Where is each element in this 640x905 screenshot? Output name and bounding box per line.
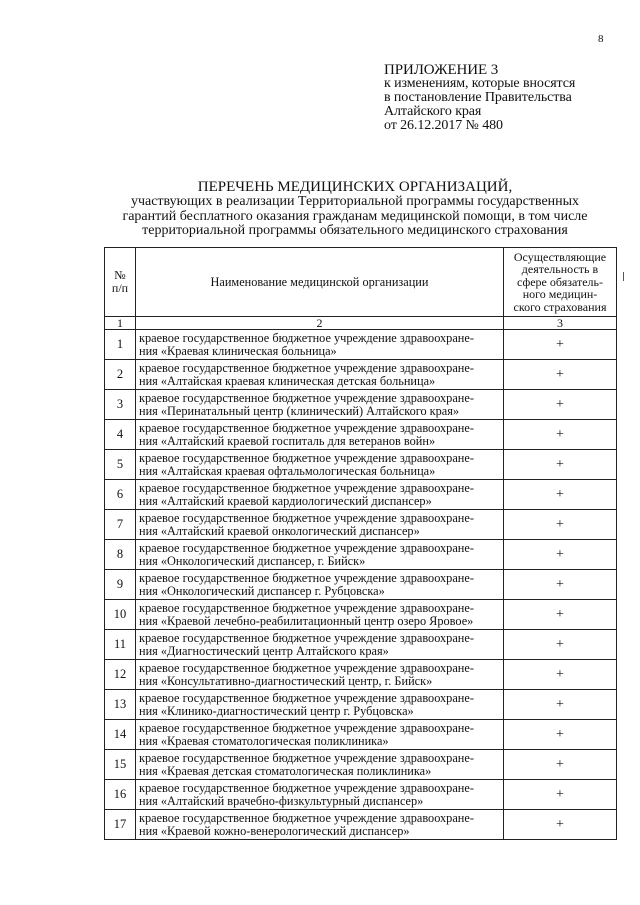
organization-name [136,390,504,420]
organization-name [136,450,504,480]
table-row [105,630,617,660]
table-row [105,780,617,810]
table-row [105,720,617,750]
appendix-line: Алтайского края [384,104,482,119]
appendix-block [384,63,575,133]
oms-flag: + [504,480,617,510]
organization-name-line: краевое государственное бюджетное учреждение здравоохране- [139,600,474,615]
row-number: 2 [105,360,136,390]
row-number: 17 [105,810,136,840]
organization-name-line: ния «Консультативно-диагностический центр, г. Бийск» [139,673,433,688]
oms-flag: + [504,390,617,420]
organization-name-line: ния «Алтайский врачебно-физкультурный диспансер» [139,793,424,808]
organization-name [136,720,504,750]
document-subtitle-line: территориальной программы обязательного медицинского страхования [142,223,568,238]
document-title-block [100,180,610,239]
oms-flag: + [504,810,617,840]
oms-flag: + [504,330,617,360]
organization-name-line: краевое государственное бюджетное учреждение здравоохране- [139,720,474,735]
organization-name [136,570,504,600]
document-title: ПЕРЕЧЕНЬ МЕДИЦИНСКИХ ОРГАНИЗАЦИЙ, [197,179,513,195]
table-row [105,750,617,780]
row-number: 9 [105,570,136,600]
table-row [105,330,617,360]
organization-name-line: краевое государственное бюджетное учреждение здравоохране- [139,480,474,495]
organization-name [136,660,504,690]
table-row [105,660,617,690]
organization-name [136,780,504,810]
appendix-line: от 26.12.2017 № 480 [384,118,503,133]
organization-name-line: краевое государственное бюджетное учреждение здравоохране- [139,780,474,795]
appendix-line: к изменениям, которые вносятся [384,76,576,91]
row-number: 16 [105,780,136,810]
oms-flag: + [504,630,617,660]
organization-name-line: краевое государственное бюджетное учреждение здравоохране- [139,630,474,645]
table-header-row [105,248,617,317]
row-number: 1 [105,330,136,360]
row-number: 15 [105,750,136,780]
margin-mark [623,272,624,281]
oms-flag: + [504,690,617,720]
oms-flag: + [504,660,617,690]
document-subtitle-line: гарантий бесплатного оказания гражданам медицинской помощи, в том числе [122,208,588,224]
organization-name-line: ния «Перинатальный центр (клинический) Алтайского края» [139,403,460,418]
table-row [105,480,617,510]
organization-name-line: ния «Алтайская краевая офтальмологическая больница» [139,463,436,478]
organization-name-line: краевое государственное бюджетное учреждение здравоохране- [139,690,474,705]
row-number: 3 [105,390,136,420]
page-number: 8 [598,33,604,45]
organization-name-line: ния «Алтайский краевой кардиологический диспансер» [139,493,432,508]
organization-name-line: краевое государственное бюджетное учреждение здравоохране- [139,360,474,375]
oms-flag: + [504,570,617,600]
oms-flag: + [504,420,617,450]
row-number: 8 [105,540,136,570]
table-row [105,360,617,390]
organization-name-line: краевое государственное бюджетное учреждение здравоохране- [139,540,474,555]
row-number: 7 [105,510,136,540]
organization-name-line: краевое государственное бюджетное учреждение здравоохране- [139,510,474,525]
organization-name-line: краевое государственное бюджетное учреждение здравоохране- [139,570,474,585]
organization-name-line: ния «Краевая стоматологическая поликлиника» [139,733,389,748]
organization-name-line: ния «Онкологический диспансер г. Рубцовска» [139,583,385,598]
organizations-table [104,247,617,840]
organization-name-line: ния «Краевой кожно-венерологический диспансер» [139,823,410,838]
oms-flag: + [504,720,617,750]
oms-flag: + [504,780,617,810]
oms-flag: + [504,360,617,390]
organization-name-line: ния «Алтайский краевой онкологический диспансер» [139,523,420,538]
organization-name-line: краевое государственное бюджетное учреждение здравоохране- [139,660,474,675]
oms-flag: + [504,750,617,780]
column-number: 2 [136,317,504,330]
organization-name-line: ния «Краевая детская стоматологическая поликлиника» [139,763,432,778]
table-row [105,420,617,450]
row-number: 5 [105,450,136,480]
table-row [105,510,617,540]
organization-name-line: краевое государственное бюджетное учреждение здравоохране- [139,420,474,435]
organization-name-line: краевое государственное бюджетное учреждение здравоохране- [139,810,474,825]
column-number-row [105,317,617,330]
organization-name-line: краевое государственное бюджетное учреждение здравоохране- [139,450,474,465]
organization-name-line: ния «Краевой лечебно-реабилитационный центр озеро Яровое» [139,613,474,628]
table-row [105,690,617,720]
row-number: 11 [105,630,136,660]
organization-name [136,510,504,540]
row-number: 10 [105,600,136,630]
table-row [105,450,617,480]
organization-name [136,750,504,780]
table-row [105,570,617,600]
table-row [105,600,617,630]
organization-name-line: краевое государственное бюджетное учреждение здравоохране- [139,390,474,405]
organization-name-line: ния «Диагностический центр Алтайского края» [139,643,389,658]
organization-name-line: ния «Краевая клиническая больница» [139,343,337,358]
oms-flag: + [504,510,617,540]
table-row [105,810,617,840]
organization-name-line: ния «Клинико-диагностический центр г. Рубцовска» [139,703,414,718]
table-row [105,390,617,420]
header-number: № п/п [105,248,136,317]
table-row [105,540,617,570]
row-number: 4 [105,420,136,450]
organization-name-line: ния «Онкологический диспансер, г. Бийск» [139,553,366,568]
organization-name [136,810,504,840]
column-number: 3 [504,317,617,330]
header-oms: Осуществляющие деятельность в сфере обязатель- ного медицин- ского страхования [504,248,617,317]
organization-name [136,600,504,630]
organization-name [136,480,504,510]
organization-name-line: ния «Алтайский краевой госпиталь для ветеранов войн» [139,433,436,448]
organization-name [136,630,504,660]
organization-name-line: краевое государственное бюджетное учреждение здравоохране- [139,330,474,345]
appendix-line: в постановление Правительства [384,90,572,105]
organization-name [136,360,504,390]
column-number: 1 [105,317,136,330]
header-name: Наименование медицинской организации [136,248,504,317]
organization-name [136,690,504,720]
appendix-title: ПРИЛОЖЕНИЕ 3 [384,62,499,78]
row-number: 14 [105,720,136,750]
oms-flag: + [504,540,617,570]
document-subtitle-line: участвующих в реализации Территориальной программы государственных [130,194,580,209]
oms-flag: + [504,450,617,480]
organization-name-line: ния «Алтайская краевая клиническая детская больница» [139,373,436,388]
row-number: 6 [105,480,136,510]
row-number: 13 [105,690,136,720]
organization-name [136,330,504,360]
oms-flag: + [504,600,617,630]
organization-name-line: краевое государственное бюджетное учреждение здравоохране- [139,750,474,765]
organization-name [136,540,504,570]
organization-name [136,420,504,450]
row-number: 12 [105,660,136,690]
